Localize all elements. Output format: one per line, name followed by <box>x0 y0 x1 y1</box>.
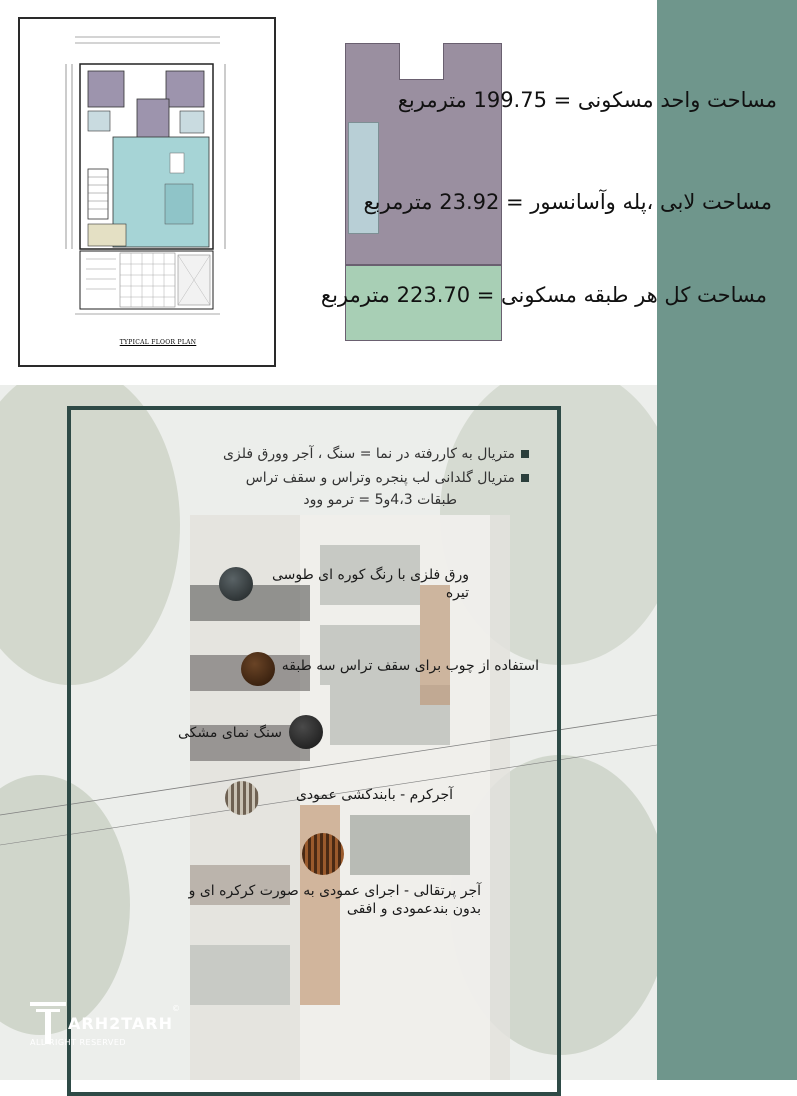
materials-frame <box>67 406 561 1096</box>
black-stone-swatch-icon <box>289 715 323 749</box>
brand-logo <box>30 1000 180 1048</box>
plan-caption: TYPICAL FLOOR PLAN <box>119 339 197 346</box>
copyright-mark: © <box>172 1004 180 1013</box>
cream-brick-swatch-icon <box>225 781 259 815</box>
floor-plan-frame <box>18 17 276 367</box>
callout-wood: استفاده از چوب برای سقف تراس سه طبقه <box>281 658 539 674</box>
materials-line-1 <box>223 446 529 462</box>
area-notch <box>399 43 444 80</box>
total-area-label: مساحت کل هر طبقه مسکونی = 223.70 مترمربع <box>320 283 767 307</box>
lobby-area-label: مساحت لابی ،پله وآسانسور = 23.92 مترمربع <box>363 190 772 214</box>
materials-line-2 <box>246 470 529 486</box>
materials-line-3: طبقات 4،3و5 = ترمو وود <box>303 492 457 508</box>
metal-sheet-swatch-icon <box>219 567 253 601</box>
callout-black-stone: سنگ نمای مشکی <box>178 725 282 741</box>
lobby-area-block <box>348 122 379 234</box>
materials-line-1-text: متریال به کاررفته در نما = سنگ ، آجر وورق فلزی <box>223 446 515 462</box>
callout-cream-brick: آجرکرم - بابندکشی عمودی <box>295 787 453 803</box>
unit-area-label: مساحت واحد مسکونی = 199.75 مترمربع <box>397 88 777 112</box>
side-teal-band <box>657 0 797 1080</box>
floor-plan-drawing <box>20 19 274 365</box>
bullet-icon <box>521 474 529 482</box>
orange-brick-swatch-icon <box>302 833 344 875</box>
callout-metal-sheet: ورق فلزی با رنگ کوره ای طوسی تیره <box>271 567 469 601</box>
bullet-icon <box>521 450 529 458</box>
materials-line-2-text: متریال گلدانی لب پنجره وتراس و سقف تراس <box>245 470 515 486</box>
callout-orange-brick: آجر پرتقالی - اجرای عمودی به صورت کرکره ای و بدون بندعمودی و افقی <box>188 883 481 917</box>
logo-subtext: ALL RIGHT RESERVED <box>30 1038 127 1047</box>
logo-name: ARH2TARH <box>68 1014 173 1033</box>
